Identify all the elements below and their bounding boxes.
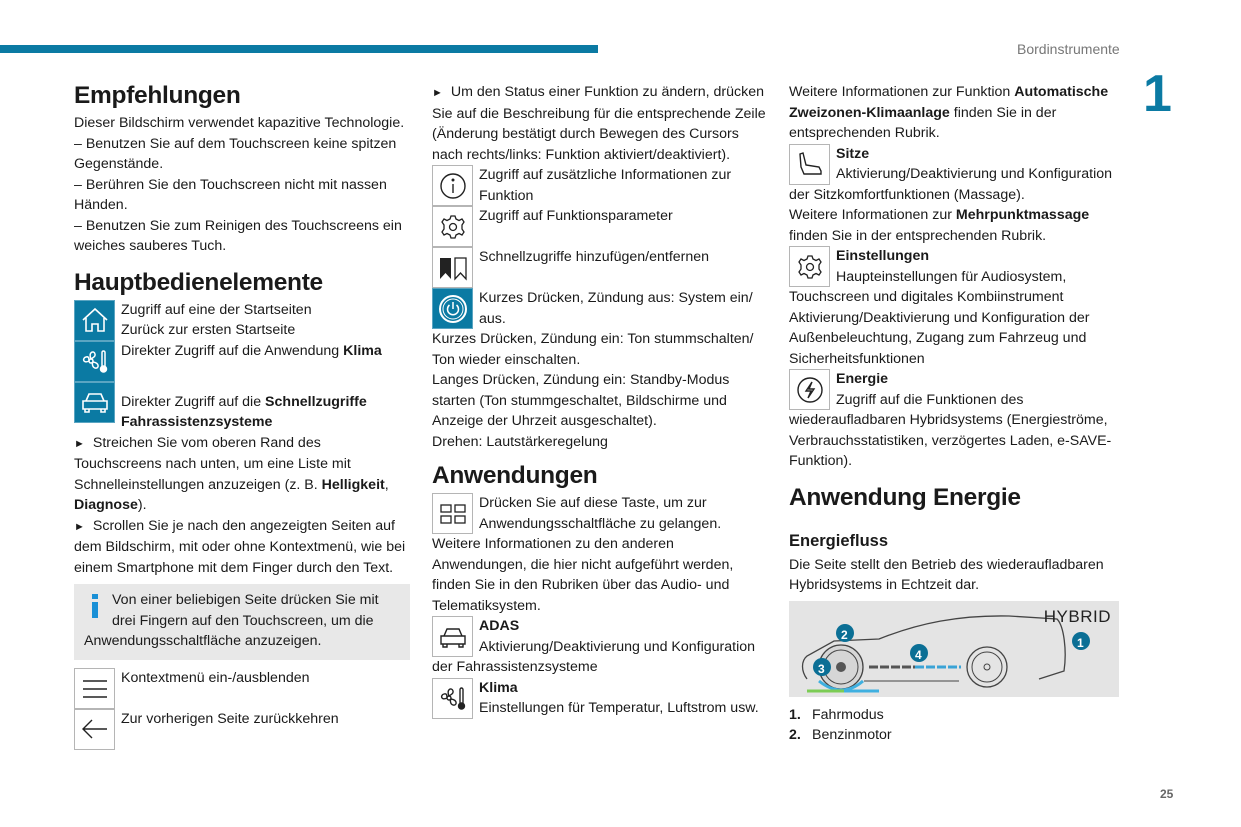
chapter-number: 1 xyxy=(1143,65,1172,123)
header-accent-bar xyxy=(0,45,598,53)
sitze-text: Aktivierung/Deaktivierung und Konfiguration der Sitzkomfortfunktionen (Massage). xyxy=(789,166,1113,203)
bookmark-text: Schnellzugriffe hinzufügen/entfernen xyxy=(479,249,710,265)
klima-app-text: Einstellungen für Temperatur, Luftstrom usw. xyxy=(479,700,759,716)
list-item: – Benutzen Sie zum Reinigen des Touchscreens ein weiches sauberes Tuch. xyxy=(74,217,402,254)
page-number: 25 xyxy=(1160,787,1174,801)
hybrid-energy-flow-figure xyxy=(789,601,1119,697)
home-line1: Zugriff auf eine der Startseiten xyxy=(121,301,312,318)
triangle-bullet-icon: ► xyxy=(432,87,443,99)
massage-info: Weitere Informationen zur Mehrpunktmassage finden Sie in der entsprechenden Rubrik. xyxy=(789,207,1090,244)
hamburger-menu-icon xyxy=(74,668,115,709)
einstellungen-text: Haupteinstellungen für Audiosystem, Touchscreen und digitales Kombiinstrument Aktivierung/Deaktivierung und Konfiguration der Außenbeleuchtung, Zugang zum Fahrzeug und Sicherheitsfunktionen xyxy=(789,268,1090,367)
swipe-instruction: ► Streichen Sie vom oberen Rand des Touchscreens nach unten, um eine Liste mit Schnelleinstellungen anzuzeigen (z. B. Helligkeit, Diagnose). xyxy=(74,434,389,513)
power-icon xyxy=(432,288,473,329)
info-row xyxy=(432,165,766,206)
power-text-4: Drehen: Lautstärkeregelung xyxy=(432,433,608,450)
adas-app-row xyxy=(432,616,766,678)
energie-text: Zugriff auf die Funktionen des wiederaufladbaren Hybridsystems (Energieströme, Verbrauchsstatistiken, verzögertes Laden, e-SAVE-Funktion). xyxy=(789,391,1112,469)
klima-row xyxy=(74,341,410,382)
section-title-anwendung-energie: Anwendung Energie xyxy=(789,483,1021,511)
info-note-icon xyxy=(92,594,98,618)
column-2 xyxy=(432,82,766,719)
sitze-row xyxy=(789,144,1123,206)
list-item: – Benutzen Sie auf dem Touchscreen keine spitzen Gegenstände. xyxy=(74,135,397,172)
adas-text: Direkter Zugriff auf die Schnellzugriffe Fahrassistenzsysteme xyxy=(121,393,367,430)
info-circle-icon xyxy=(432,165,473,206)
callout-2: 2 xyxy=(841,627,848,642)
bookmark-row xyxy=(432,247,766,288)
klima-more-info: Weitere Informationen zur Funktion Automatische Zweizonen-Klimaanlage finden Sie in der entsprechenden Rubrik. xyxy=(789,84,1109,141)
gear-icon xyxy=(432,206,473,247)
callout-3: 3 xyxy=(818,661,825,676)
app-grid-icon xyxy=(432,493,473,534)
fan-thermometer-icon xyxy=(74,341,115,382)
energie-title: Energie xyxy=(836,371,889,387)
gear-row xyxy=(432,206,766,247)
list-item: 2. Benzinmotor xyxy=(789,727,892,743)
car-icon xyxy=(432,616,473,657)
energy-bolt-icon xyxy=(789,369,830,410)
menu-row xyxy=(74,668,410,709)
power-row xyxy=(432,288,766,329)
sitze-title: Sitze xyxy=(836,145,870,162)
more-apps-text: Weitere Informationen zu den anderen Anwendungen, die hier nicht aufgeführt werden, finden Sie in den Rubriken über das Audio- und Telematiksystem. xyxy=(432,536,734,614)
back-text: Zur vorherigen Seite zurückkehren xyxy=(121,710,339,727)
adas-app-title: ADAS xyxy=(479,618,520,634)
triangle-bullet-icon: ► xyxy=(74,520,85,533)
einstellungen-row xyxy=(789,246,1123,369)
klima-app-row xyxy=(432,678,766,719)
callout-4: 4 xyxy=(915,647,922,662)
info-note xyxy=(74,584,410,660)
scroll-instruction: ► Scrollen Sie je nach den angezeigten Seiten auf dem Bildschirm, mit oder ohne Kontextmenü, wie bei einem Smartphone mit dem Finger durch den Text. xyxy=(74,517,406,576)
menu-text: Kontextmenü ein-/ausblenden xyxy=(121,669,310,686)
subsection-title-energiefluss: Energiefluss xyxy=(789,531,889,550)
adas-app-text: Aktivierung/Deaktivierung und Konfiguration der Fahrassistenzsysteme xyxy=(432,638,756,675)
bookmark-icon xyxy=(432,247,473,288)
section-title-empfehlungen: Empfehlungen xyxy=(74,82,241,109)
apps-text: Drücken Sie auf diese Taste, um zur Anwendungsschaltfläche zu gelangen. xyxy=(479,495,722,532)
hybrid-mode-label: HYBRID xyxy=(1043,606,1111,626)
info-text: Zugriff auf zusätzliche Informationen zur Funktion xyxy=(479,167,732,204)
home-icon xyxy=(74,300,115,341)
info-note-text: Von einer beliebigen Seite drücken Sie mit drei Fingern auf den Touchscreen, um die Anwendungsschaltfläche anzuzeigen. xyxy=(84,592,379,649)
column-3 xyxy=(789,82,1123,746)
paragraph: Dieser Bildschirm verwendet kapazitive Technologie. xyxy=(74,115,405,131)
power-text-2: Kurzes Drücken, Zündung ein: Ton stummschalten/ Ton wieder einschalten. xyxy=(432,331,754,368)
numbered-legend xyxy=(789,705,1123,746)
callout-1: 1 xyxy=(1077,635,1084,650)
energie-row xyxy=(789,369,1123,472)
apps-row xyxy=(432,493,766,534)
triangle-bullet-icon: ► xyxy=(74,437,85,450)
section-title-anwendungen: Anwendungen xyxy=(432,462,598,489)
status-instruction: ► Um den Status einer Funktion zu ändern, drücken Sie auf die Beschreibung für die entsprechende Zeile (Änderung bestätigt durch Bewegen des Cursors nach rechts/links: Funktion aktiviert/deaktiviert). xyxy=(432,84,766,163)
list-item: 1. Fahrmodus xyxy=(789,706,884,723)
klima-text: Direkter Zugriff auf die Anwendung Klima xyxy=(121,342,382,359)
einstellungen-title: Einstellungen xyxy=(836,248,930,264)
back-arrow-icon xyxy=(74,709,115,750)
seat-icon xyxy=(789,144,830,185)
back-row xyxy=(74,709,410,750)
section-title-hauptbedienelemente: Hauptbedienelemente xyxy=(74,268,323,296)
list-item: – Berühren Sie den Touchscreen nicht mit nassen Händen. xyxy=(74,176,387,213)
adas-row xyxy=(74,382,410,433)
home-row xyxy=(74,300,410,341)
column-1 xyxy=(74,82,410,750)
gear-text: Zugriff auf Funktionsparameter xyxy=(479,208,673,224)
gear-icon xyxy=(789,246,830,287)
power-text-3: Langes Drücken, Zündung ein: Standby-Modus starten (Ton stummgeschaltet, Bildschirme und Anzeige der Uhrzeit ausgeschaltet). xyxy=(432,372,730,429)
home-line2: Zurück zur ersten Startseite xyxy=(121,322,296,338)
power-text-1: Kurzes Drücken, Zündung aus: System ein/ aus. xyxy=(479,290,753,327)
running-head: Bordinstrumente xyxy=(1017,41,1120,57)
car-icon xyxy=(74,382,115,423)
klima-app-title: Klima xyxy=(479,679,518,696)
fan-thermometer-icon xyxy=(432,678,473,719)
energiefluss-desc: Die Seite stellt den Betrieb des wiederaufladbaren Hybridsystems in Echtzeit dar. xyxy=(789,556,1104,593)
